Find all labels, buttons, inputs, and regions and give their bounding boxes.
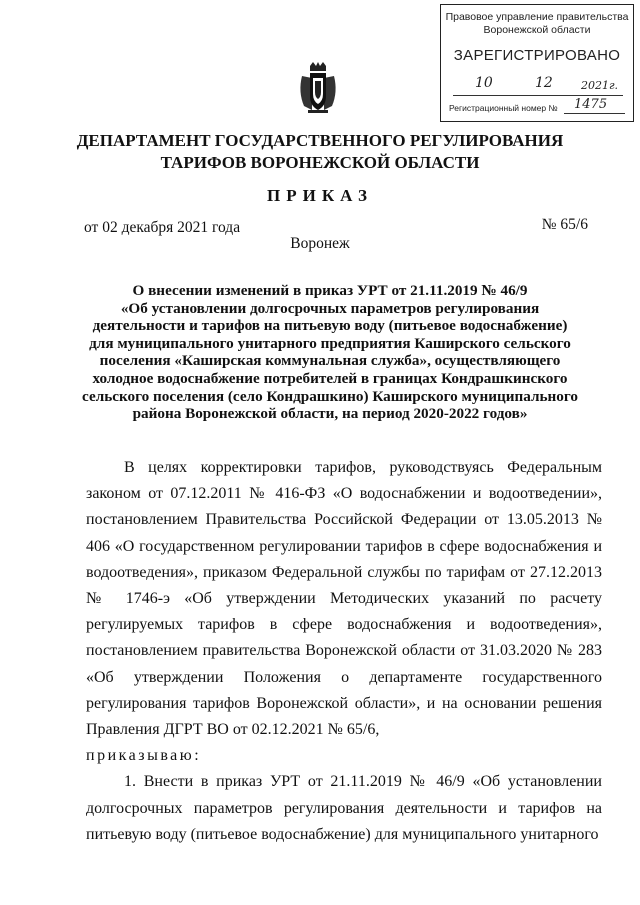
heading-line: холодное водоснабжение потребителей в границах Кондрашкинского (92, 369, 568, 387)
heading-line: О внесении изменений в приказ УРТ от 21.11.2019 № 46/9 (132, 282, 528, 299)
document-type: ПРИКАЗ (267, 186, 373, 205)
registration-stamp (440, 4, 634, 122)
heading-line: деятельности и тарифов на питьевую воду (питьевое водоснабжение) (92, 317, 568, 335)
stamp-organization (441, 11, 633, 37)
order-heading (70, 282, 590, 423)
heading-line: для муниципального унитарного предприятия Каширского сельского (89, 334, 571, 352)
stamp-org-line1: Правовое управление правительства (445, 11, 629, 23)
coat-of-arms-icon (298, 62, 338, 114)
stamp-reg-label: Регистрационный номер № (449, 103, 558, 113)
department-title-line1: ДЕПАРТАМЕНТ ГОСУДАРСТВЕННОГО РЕГУЛИРОВАНИЯ (76, 131, 564, 150)
item-1-paragraph: 1. Внести в приказ УРТ от 21.11.2019 № 46/9 «Об установлении долгосрочных параметров регулирования деятельности и тарифов на питьевую воду (питьевое водоснабжение) для муниципального унитарного (86, 773, 602, 843)
order-number: № 65/6 (541, 216, 588, 233)
order-city: Воронеж (290, 235, 350, 252)
stamp-month: 12 (535, 75, 553, 91)
stamp-reg-number: 1475 (574, 97, 608, 112)
stamp-status: ЗАРЕГИСТРИРОВАНО (453, 47, 621, 64)
department-title (0, 130, 640, 174)
stamp-reg-number-line (449, 97, 625, 113)
stamp-day: 10 (475, 75, 493, 91)
heading-line: поселения «Каширская коммунальная служба», осуществляющего (99, 352, 561, 370)
stamp-date (453, 75, 623, 96)
stamp-year: 2021г. (581, 79, 619, 92)
preamble-paragraph: В целях корректировки тарифов, руководствуясь Федеральным законом от 07.12.2011 № 416-ФЗ «О водоснабжении и водоотведении», постановлением Правительства Российской Федерации от 13.05.2013 № 406 «О государственном регулировании тарифов в сфере водоснабжения и водоотведения», приказом Федеральной службы по тарифам от 27.12.2013 № 1746-э «Об утверждении Методических указаний по расчету регулируемых тарифов в сфере водоснабжения и водоотведения», постановлением правительства Воронежской области от 31.03.2020 № 283 «Об утверждении Положения о департаменте государственного регулирования тарифов Воронежской области», и на основании решения Правления ДГРТ ВО от 02.12.2021 № 65/6, (86, 459, 602, 739)
heading-line: района Воронежской области, на период 2020-2022 годов» (132, 405, 528, 423)
heading-line: «Об установлении долгосрочных параметров регулирования (120, 299, 540, 317)
stamp-org-line2: Воронежской области (483, 24, 591, 36)
heading-line: сельского поселения (село Кондрашкино) Каширского муниципального (82, 387, 578, 405)
order-body (86, 455, 602, 848)
department-title-line2: ТАРИФОВ ВОРОНЕЖСКОЙ ОБЛАСТИ (160, 153, 480, 172)
order-date: от 02 декабря 2021 года (84, 219, 241, 236)
order-word: приказываю: (86, 747, 202, 765)
